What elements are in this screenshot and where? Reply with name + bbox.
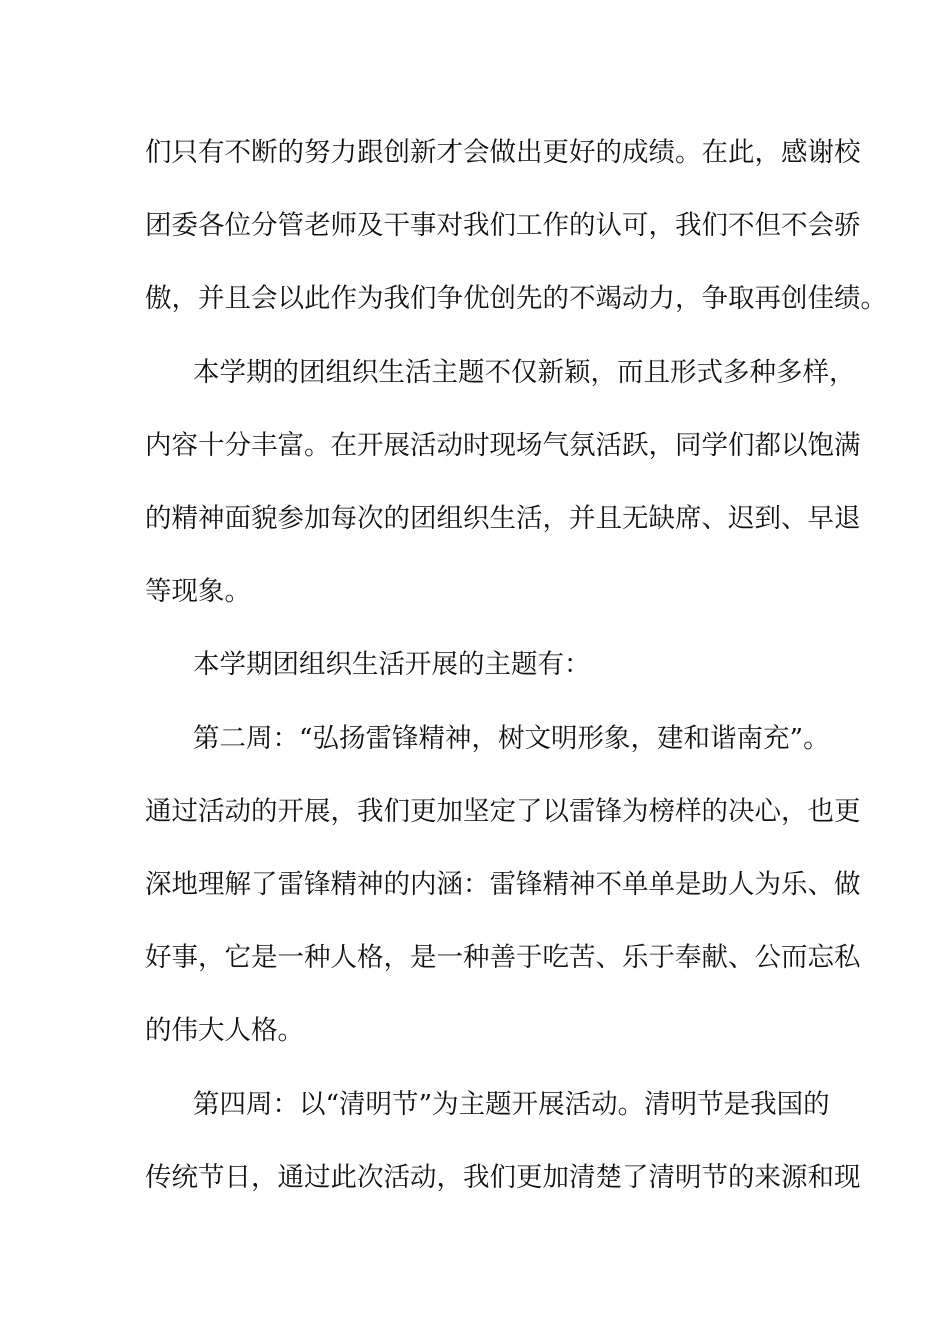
text-line: 团委各位分管老师及干事对我们工作的认可，我们不但不会骄: [145, 210, 861, 241]
text-line: 第二周：“弘扬雷锋精神，树文明形象，建和谐南充”。: [193, 723, 830, 754]
text-line: 们只有不断的努力跟创新才会做出更好的成绩。在此，感谢校: [145, 137, 861, 168]
text-line: 内容十分丰富。在开展活动时现场气氛活跃，同学们都以饱满: [145, 430, 861, 461]
text-line: 好事，它是一种人格，是一种善于吃苦、乐于奉献、公而忘私: [145, 942, 861, 973]
text-line: 等现象。: [145, 576, 251, 607]
text-line: 传统节日，通过此次活动，我们更加清楚了清明节的来源和现: [145, 1162, 861, 1193]
text-line: 本学期的团组织生活主题不仅新颖，而且形式多种多样，: [193, 357, 856, 388]
text-line: 通过活动的开展，我们更加坚定了以雷锋为榜样的决心，也更: [145, 796, 861, 827]
text-line: 的精神面貌参加每次的团组织生活，并且无缺席、迟到、早退: [145, 503, 861, 534]
text-line: 第四周：以“清明节”为主题开展活动。清明节是我国的: [193, 1089, 830, 1120]
text-line: 本学期团组织生活开展的主题有：: [193, 649, 591, 680]
text-line: 的伟大人格。: [145, 1015, 304, 1046]
text-line: 傲，并且会以此作为我们争优创先的不竭动力，争取再创佳绩。: [145, 283, 887, 314]
text-line: 深地理解了雷锋精神的内涵：雷锋精神不单单是助人为乐、做: [145, 869, 861, 900]
